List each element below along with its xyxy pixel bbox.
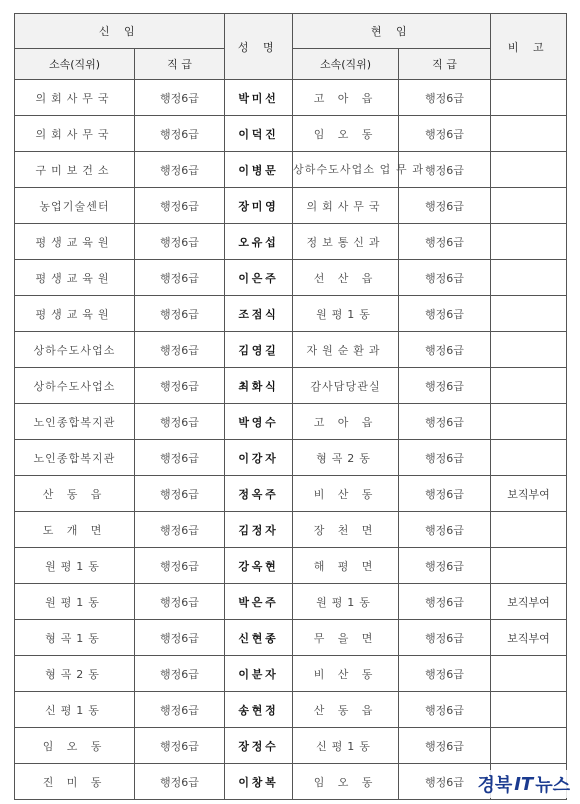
new-dept-cell: 상하수도사업소 [15,332,135,368]
logo-text-2: IT [514,773,534,795]
name-cell: 장미영 [225,188,293,224]
logo-text-3: 뉴스 [535,775,570,796]
cur-dept-cell: 고 아 읍 [293,80,399,116]
table-row [15,224,567,260]
cur-grade-cell: 행정6급 [399,224,491,260]
name-cell: 이덕진 [225,116,293,152]
cur-dept-cell: 감사담당관실 [293,368,399,404]
remark-cell [491,224,567,260]
remark-cell: 보직부여 [491,476,567,512]
remark-cell [491,296,567,332]
remark-cell [491,440,567,476]
cur-dept-cell: 자원순환과 [293,332,399,368]
logo-text-1: 경북 [477,775,513,796]
table-row [15,188,567,224]
cur-dept-cell: 임 오 동 [293,764,399,800]
new-grade-cell: 행정6급 [135,512,225,548]
name-cell: 송현정 [225,692,293,728]
name-cell: 박은주 [225,584,293,620]
table-row [15,620,567,656]
cur-grade-cell: 행정6급 [399,440,491,476]
name-cell: 신현종 [225,620,293,656]
new-dept-cell: 형곡1동 [15,620,135,656]
new-dept-cell: 농업기술센터 [15,188,135,224]
cur-grade-cell: 행정6급 [399,656,491,692]
table-row [15,476,567,512]
cur-grade-cell: 행정6급 [399,296,491,332]
table-row [15,332,567,368]
new-grade-cell: 행정6급 [135,296,225,332]
new-grade-cell: 행정6급 [135,584,225,620]
current-post-header: 현 임 [293,14,491,49]
table-row [15,116,567,152]
cur-grade-cell: 행정6급 [399,152,491,188]
cur-grade-cell: 행정6급 [399,548,491,584]
remark-cell [491,260,567,296]
name-cell: 강옥현 [225,548,293,584]
table-row [15,152,567,188]
name-cell: 이분자 [225,656,293,692]
cur-grade-cell: 행정6급 [399,584,491,620]
name-cell: 장정수 [225,728,293,764]
table-row [15,656,567,692]
cur-grade-cell: 행정6급 [399,476,491,512]
new-dept-cell: 신평1동 [15,692,135,728]
cur-grade-cell: 행정6급 [399,512,491,548]
new-dept-cell: 평생교육원 [15,224,135,260]
cur-dept-cell: 상하수도사업소 업 무 과 [293,152,399,188]
new-dept-cell: 산 동 읍 [15,476,135,512]
new-dept-cell: 임 오 동 [15,728,135,764]
cur-dept-cell: 임 오 동 [293,116,399,152]
cur-dept-cell: 원평1동 [293,584,399,620]
remark-cell: 보직부여 [491,584,567,620]
new-dept-cell: 구미보건소 [15,152,135,188]
cur-dept-header: 소속(직위) [293,49,399,80]
cur-dept-cell: 원평1동 [293,296,399,332]
new-dept-cell: 형곡2동 [15,656,135,692]
new-grade-cell: 행정6급 [135,116,225,152]
new-grade-cell: 행정6급 [135,440,225,476]
new-dept-header: 소속(직위) [15,49,135,80]
new-dept-cell: 상하수도사업소 [15,368,135,404]
new-grade-cell: 행정6급 [135,80,225,116]
table-row [15,584,567,620]
cur-grade-cell: 행정6급 [399,368,491,404]
remark-cell [491,368,567,404]
new-grade-cell: 행정6급 [135,152,225,188]
new-grade-cell: 행정6급 [135,188,225,224]
remark-cell: 보직부여 [491,620,567,656]
cur-dept-cell: 신평1동 [293,728,399,764]
new-dept-cell: 평생교육원 [15,296,135,332]
new-dept-cell: 원평1동 [15,584,135,620]
new-dept-cell: 원평1동 [15,548,135,584]
cur-grade-cell: 행정6급 [399,620,491,656]
personnel-table [14,13,567,800]
remark-cell [491,656,567,692]
cur-dept-cell: 정보통신과 [293,224,399,260]
name-cell: 오유섭 [225,224,293,260]
cur-dept-cell: 비 산 동 [293,656,399,692]
table-row [15,512,567,548]
cur-dept-cell: 의회사무국 [293,188,399,224]
name-cell: 김영길 [225,332,293,368]
name-cell: 이창복 [225,764,293,800]
remark-cell [491,332,567,368]
new-dept-cell: 노인종합복지관 [15,404,135,440]
new-grade-cell: 행정6급 [135,764,225,800]
remark-cell [491,404,567,440]
new-grade-cell: 행정6급 [135,476,225,512]
cur-grade-cell: 행정6급 [399,332,491,368]
site-logo [475,770,572,798]
cur-dept-cell: 장 천 면 [293,512,399,548]
name-cell: 최화식 [225,368,293,404]
new-grade-cell: 행정6급 [135,404,225,440]
remark-cell [491,728,567,764]
new-dept-cell: 의회사무국 [15,116,135,152]
new-grade-cell: 행정6급 [135,728,225,764]
table-body [15,80,567,800]
new-grade-cell: 행정6급 [135,692,225,728]
name-cell: 이병문 [225,152,293,188]
name-cell: 김정자 [225,512,293,548]
name-cell: 박미선 [225,80,293,116]
remark-cell [491,152,567,188]
new-grade-cell: 행정6급 [135,548,225,584]
cur-grade-header: 직 급 [399,49,491,80]
name-cell: 이은주 [225,260,293,296]
new-dept-cell: 의회사무국 [15,80,135,116]
new-dept-cell: 진 미 동 [15,764,135,800]
cur-grade-cell: 행정6급 [399,692,491,728]
remarks-header: 비 고 [491,14,567,80]
cur-grade-cell: 행정6급 [399,80,491,116]
table-row [15,368,567,404]
remark-cell [491,116,567,152]
table-row [15,404,567,440]
remark-cell [491,512,567,548]
new-grade-cell: 행정6급 [135,332,225,368]
table-row [15,548,567,584]
new-dept-cell: 노인종합복지관 [15,440,135,476]
cur-dept-cell: 산 동 읍 [293,692,399,728]
remark-cell [491,692,567,728]
cur-grade-cell: 행정6급 [399,188,491,224]
cur-dept-cell: 형곡2동 [293,440,399,476]
new-grade-cell: 행정6급 [135,260,225,296]
new-dept-cell: 도 개 면 [15,512,135,548]
cur-dept-cell: 선 산 읍 [293,260,399,296]
cur-dept-cell: 해 평 면 [293,548,399,584]
remark-cell [491,548,567,584]
cur-grade-cell: 행정6급 [399,728,491,764]
new-grade-cell: 행정6급 [135,620,225,656]
cur-grade-cell: 행정6급 [399,116,491,152]
cur-grade-cell: 행정6급 [399,404,491,440]
new-grade-cell: 행정6급 [135,656,225,692]
remark-cell [491,80,567,116]
name-cell: 조점식 [225,296,293,332]
cur-dept-cell: 무 을 면 [293,620,399,656]
name-header: 성 명 [225,14,293,80]
new-dept-cell: 평생교육원 [15,260,135,296]
cur-dept-cell: 비 산 동 [293,476,399,512]
cur-grade-cell: 행정6급 [399,260,491,296]
new-post-header: 신 임 [15,14,225,49]
cur-grade-cell: 행정6급 [399,764,491,800]
cur-dept-cell: 고 아 읍 [293,404,399,440]
name-cell: 이강자 [225,440,293,476]
table-row [15,440,567,476]
new-grade-cell: 행정6급 [135,224,225,260]
name-cell: 박영수 [225,404,293,440]
table-row [15,260,567,296]
table-row [15,692,567,728]
table-row [15,80,567,116]
name-cell: 정옥주 [225,476,293,512]
table-row [15,296,567,332]
new-grade-header: 직 급 [135,49,225,80]
table-row [15,728,567,764]
remark-cell [491,188,567,224]
new-grade-cell: 행정6급 [135,368,225,404]
